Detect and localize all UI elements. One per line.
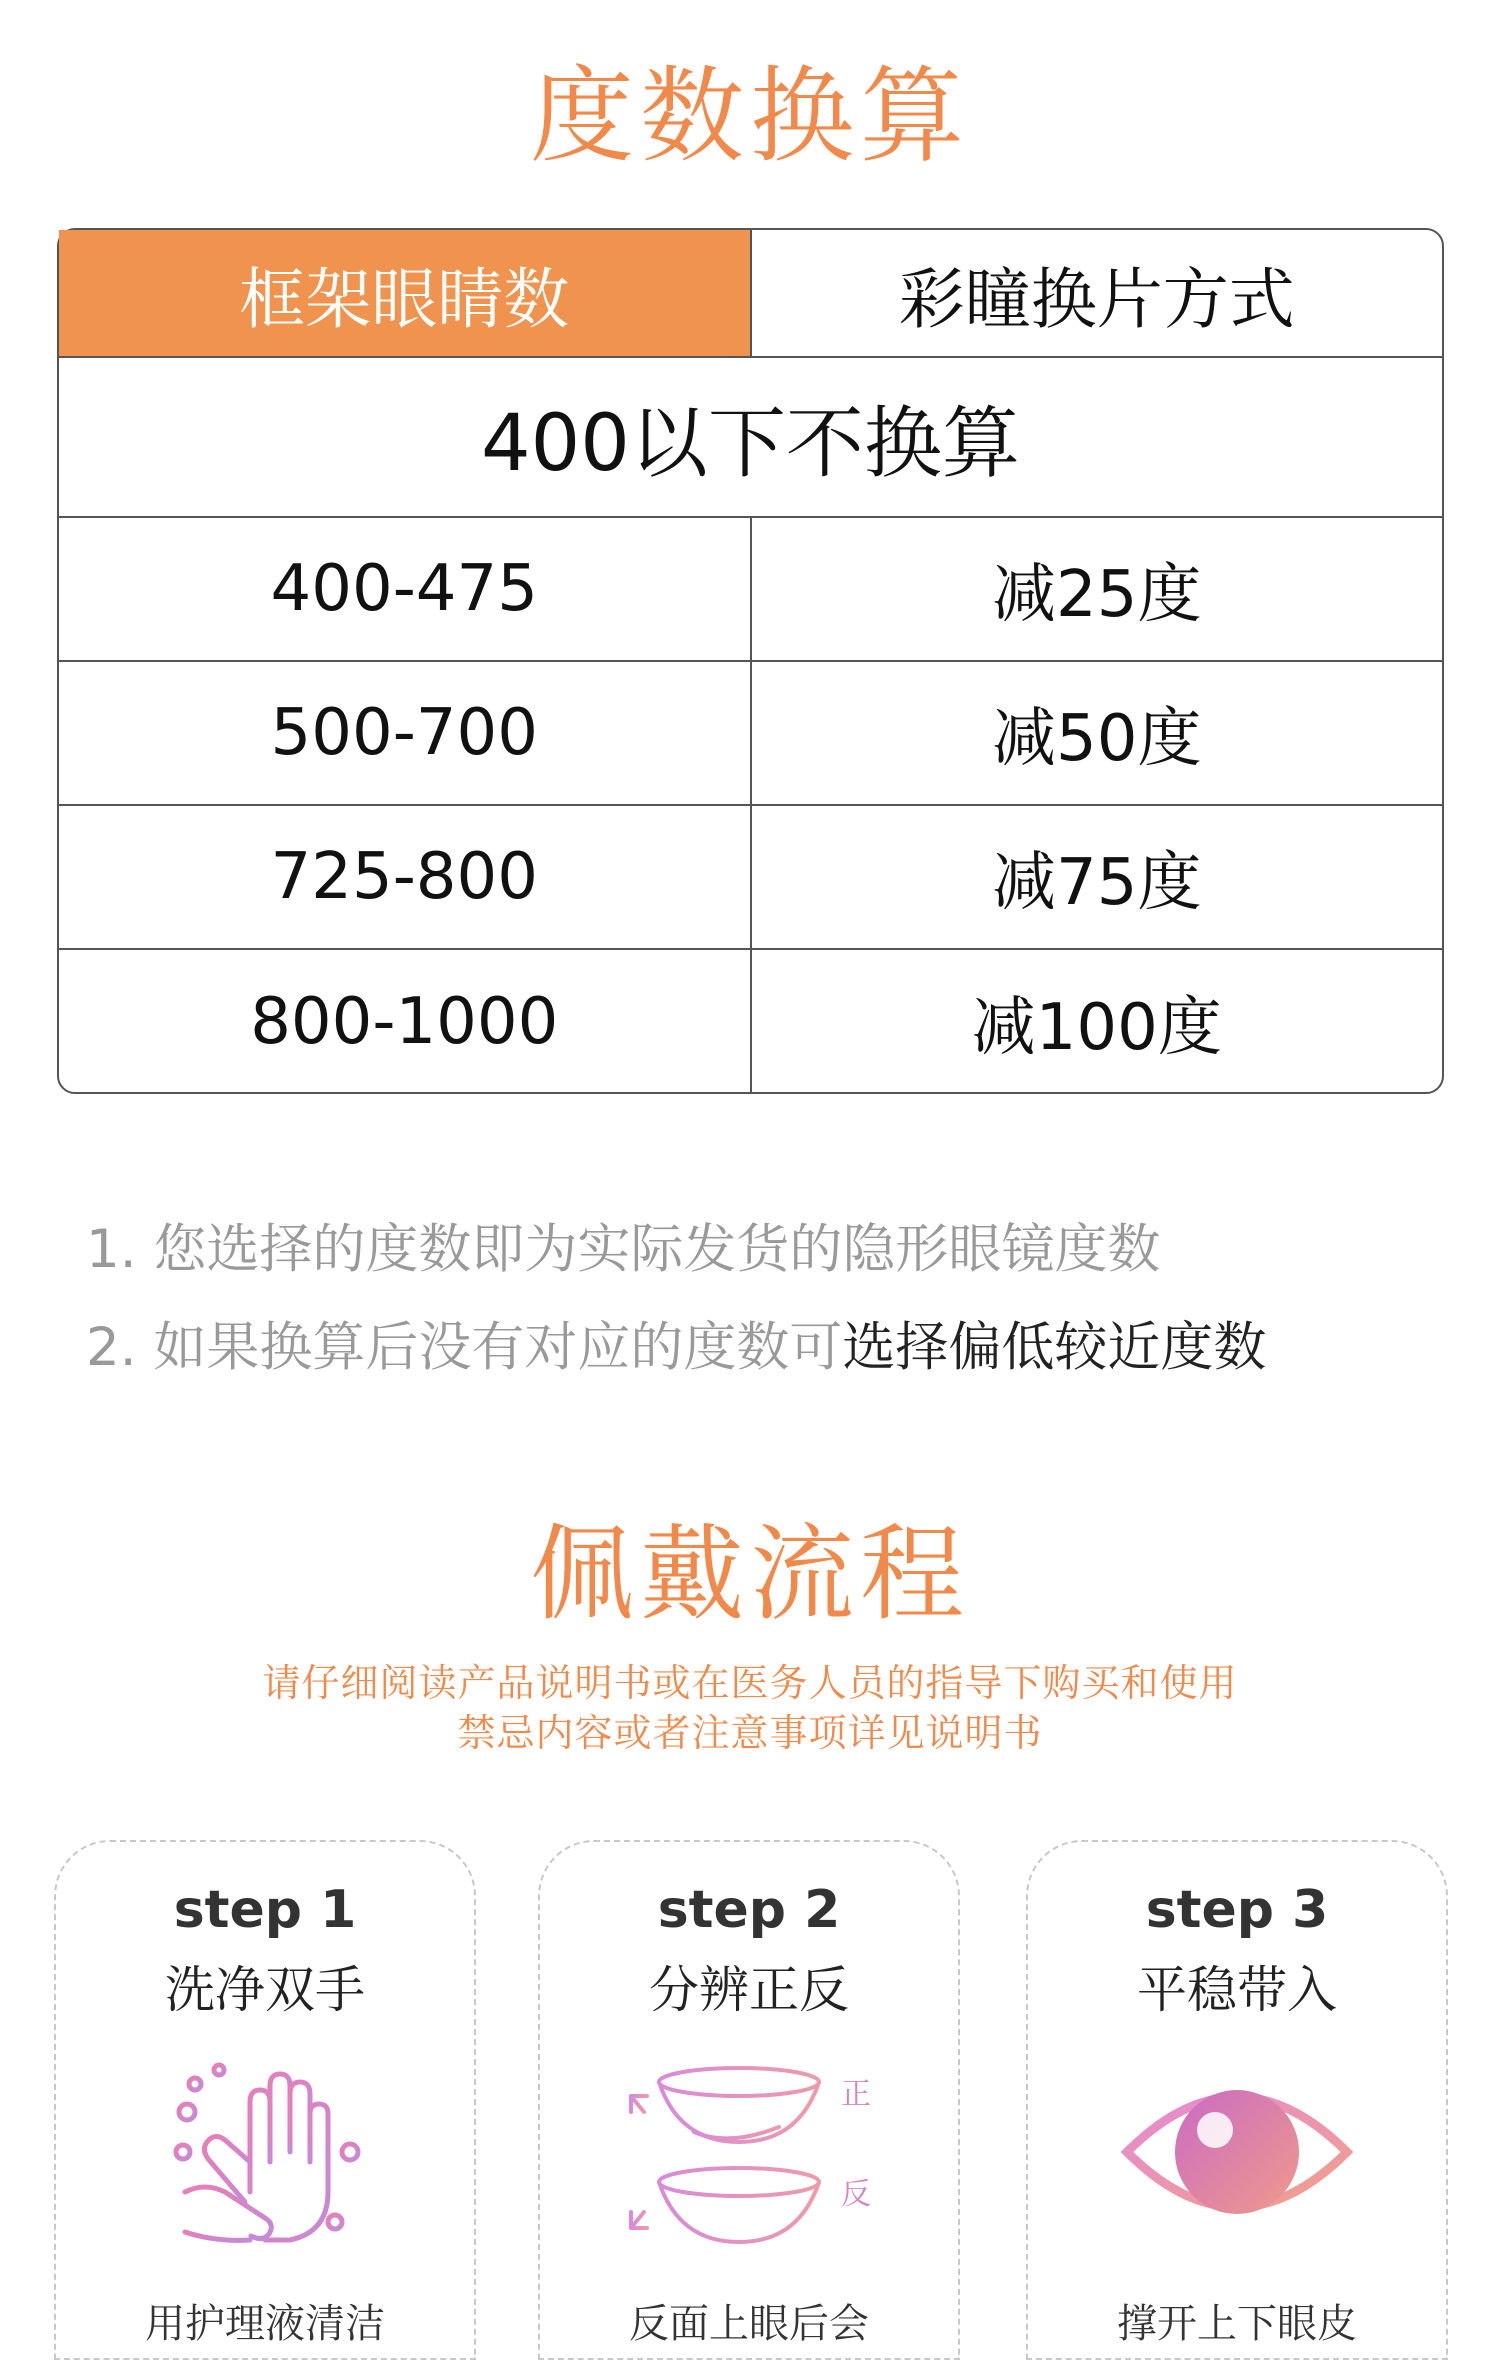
table-full-row bbox=[59, 358, 1442, 518]
wearing-process-title: 佩戴流程 bbox=[529, 1513, 970, 1635]
header-frame-glasses: 框架眼睛数 bbox=[59, 230, 750, 356]
step-title: 分辨正反 bbox=[649, 1961, 849, 2019]
note-item bbox=[86, 1210, 1446, 1308]
step-card-3 bbox=[1026, 1840, 1448, 2360]
instruction-line: 禁忌内容或者注意事项详见说明书 bbox=[457, 1711, 1043, 1755]
front-mark: 正 bbox=[841, 2077, 871, 2112]
step-label: step 3 bbox=[1145, 1880, 1329, 1940]
table-row bbox=[59, 950, 1442, 1094]
step-card-1 bbox=[54, 1840, 476, 2360]
conversion-cell: 减100度 bbox=[750, 950, 1443, 1094]
back-mark: 反 bbox=[841, 2177, 871, 2212]
range-cell: 800-1000 bbox=[250, 985, 559, 1059]
conversion-cell: 减75度 bbox=[750, 806, 1443, 948]
conversion-table bbox=[57, 228, 1444, 1094]
instruction-line: 请仔细阅读产品说明书或在医务人员的指导下购买和使用 bbox=[262, 1661, 1238, 1705]
table-row bbox=[59, 518, 1442, 662]
step-description: 撑开上下眼皮 bbox=[1117, 2301, 1357, 2347]
conversion-title: 度数换算 bbox=[529, 55, 970, 177]
step-card-2 bbox=[538, 1840, 960, 2360]
conversion-cell: 减25度 bbox=[750, 518, 1443, 660]
note-emphasis: 选择偏低较近度数 bbox=[842, 1317, 1267, 1378]
washing-hands-icon bbox=[155, 2042, 375, 2266]
step-label: step 2 bbox=[657, 1880, 841, 1940]
note-text: 1. 您选择的度数即为实际发货的隐形眼镜度数 bbox=[86, 1219, 1161, 1280]
range-cell: 725-800 bbox=[270, 840, 538, 914]
range-cell: 500-700 bbox=[270, 696, 538, 770]
range-cell: 400-475 bbox=[270, 552, 538, 626]
lens-side-icon bbox=[619, 2042, 879, 2266]
step-title: 洗净双手 bbox=[165, 1961, 365, 2019]
table-row bbox=[59, 806, 1442, 950]
eye-icon bbox=[1117, 2042, 1357, 2266]
step-description: 反面上眼后会 bbox=[629, 2301, 869, 2347]
table-header-row bbox=[59, 230, 1442, 358]
conversion-cell: 减50度 bbox=[750, 662, 1443, 804]
note-item bbox=[86, 1308, 1446, 1406]
note-text: 2. 如果换算后没有对应的度数可 bbox=[86, 1317, 843, 1378]
header-lens-conversion: 彩瞳换片方式 bbox=[750, 230, 1443, 356]
step-label: step 1 bbox=[173, 1880, 357, 1940]
table-row bbox=[59, 662, 1442, 806]
step-description: 用护理液清洁 bbox=[145, 2301, 385, 2347]
no-conversion-note: 400以下不换算 bbox=[481, 399, 1020, 489]
notes-list bbox=[86, 1210, 1446, 1406]
step-title: 平稳带入 bbox=[1137, 1961, 1337, 2019]
